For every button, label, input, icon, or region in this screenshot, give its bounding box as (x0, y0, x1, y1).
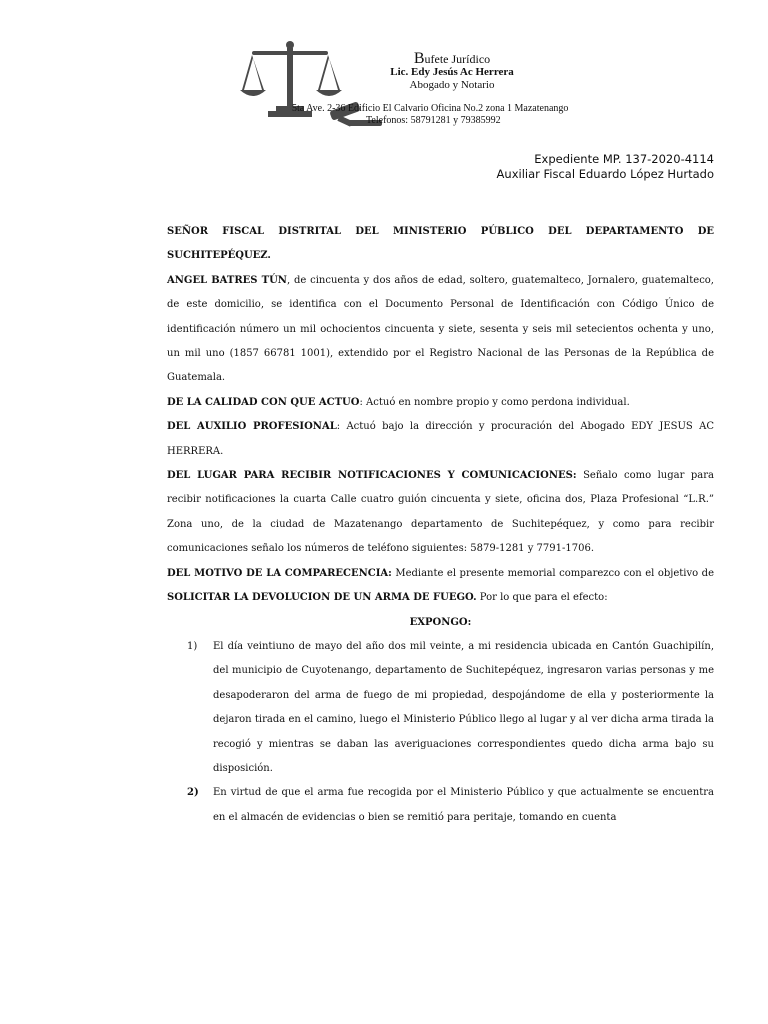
letterhead-address (292, 103, 592, 127)
auxiliar-fiscal: Auxiliar Fiscal Eduardo López Hurtado (496, 167, 714, 181)
paragraph-identity: ANGEL BATRES TÚN, de cincuenta y dos años de edad, soltero, guatemalteco, Jornalero, guatemalteco, de este domicilio, se identifica con el Documento Personal de Identificación con Código Único de identificación número un mil ochocientos cincuenta y siete, sesenta y seis mil setecientos ochenta y uno, un mil uno (1857 66781 1001), extendido por el Registro Nacional de las Personas de la República de Guatemala. (167, 274, 714, 384)
lawyer-name: Lic. Edy Jesús Ac Herrera (390, 66, 514, 78)
office-phones: Telefonos: 58791281 y 79385992 (366, 115, 501, 126)
office-address: 5ta Ave. 2-36 Edificio El Calvario Oficina No.2 zona 1 Mazatenango (292, 103, 569, 114)
case-reference (497, 152, 714, 182)
paragraph-motive: DEL MOTIVO DE LA COMPARECENCIA: Mediante el presente memorial comparezco con el objetivo de SOLICITAR LA DEVOLUCION DE UN ARMA DE FUEGO. Por lo que para el efecto: (167, 567, 714, 604)
list-item: 1) El día veintiuno de mayo del año dos mil veinte, a mi residencia ubicada en Cantón Guachipilín, del municipio de Cuyotenango, departamento de Suchitepéquez, ingresaron varias personas y me desapoderaron del arma de fuego de mi propiedad, despojándome de ella y posteriormente la dejaron tirada en el camino, luego el Ministerio Público llego al lugar y al ver dicha arma tirada la recogió y mientras se daban las averiguaciones correspondientes quedo dicha arma bajo su disposición. (187, 640, 714, 774)
firm-name: Bufete Jurídico (413, 50, 491, 67)
memorial-body (167, 220, 714, 830)
addressee: SEÑOR FISCAL DISTRITAL DEL MINISTERIO PÚBLICO DEL DEPARTAMENTO DE SUCHITEPÉQUEZ. (167, 226, 714, 262)
letterhead-firm (372, 52, 532, 92)
paragraph-professional-aid: DEL AUXILIO PROFESIONAL: Actuó bajo la dirección y procuración del Abogado EDY JESUS AC HERRERA. (167, 421, 714, 457)
lawyer-role: Abogado y Notario (409, 79, 495, 91)
list-item: 2) En virtud de que el arma fue recogida por el Ministerio Público y que actualmente se encuentra en el almacén de evidencias o bien se remitió para peritaje, tomando en cuenta (187, 787, 714, 823)
expediente-number: Expediente MP. 137-2020-4114 (534, 152, 714, 166)
section-heading: EXPONGO: (409, 616, 472, 628)
paragraph-capacity: DE LA CALIDAD CON QUE ACTUO: Actuó en nombre propio y como perdona individual. (167, 396, 630, 408)
paragraph-notifications: DEL LUGAR PARA RECIBIR NOTIFICACIONES Y COMUNICACIONES: Señalo como lugar para recibir notificaciones la cuarta Calle cuatro guión cincuenta y siete, oficina dos, Plaza Profesional “L.R.” Zona uno, de la ciudad de Mazatenango departamento de Suchitepéquez, y como para recibir comunicaciones señalo los números de teléfono siguientes: 5879-1281 y 7791-1706. (167, 470, 714, 555)
